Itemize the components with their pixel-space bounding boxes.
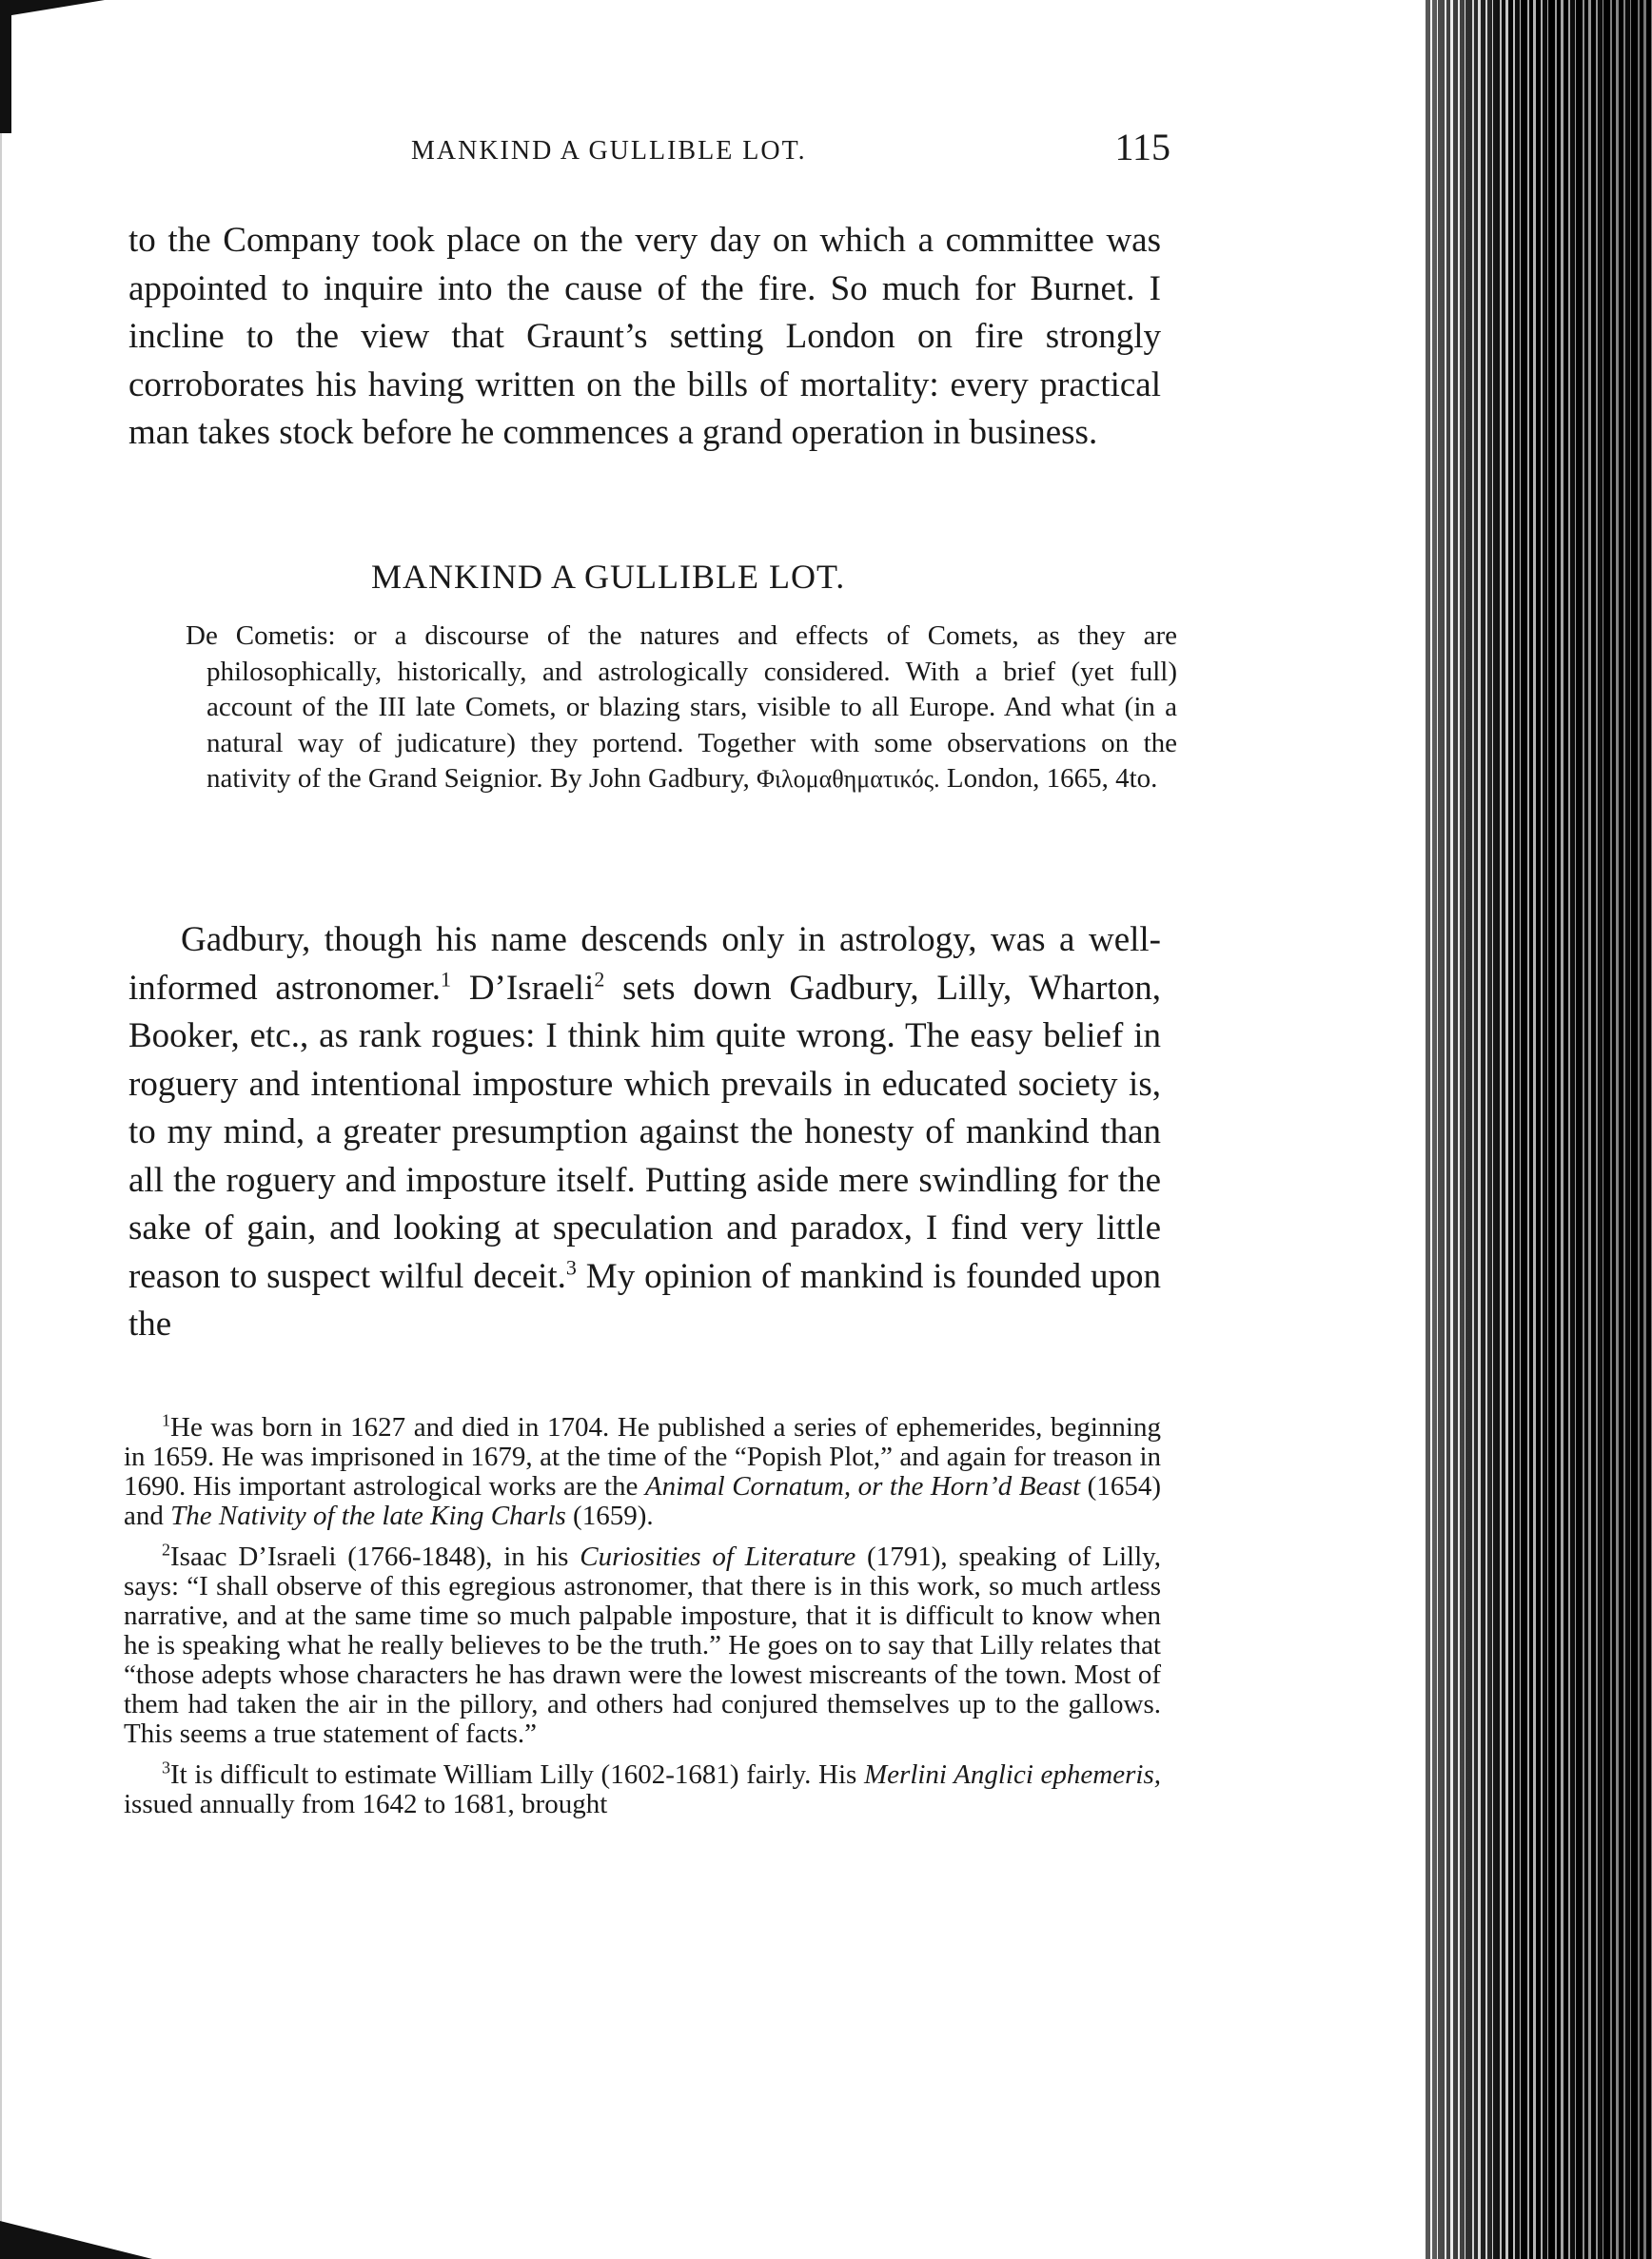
footnote-3 — [124, 1760, 1161, 1819]
footnote-2 — [124, 1542, 1161, 1749]
footnote-text: (1659). — [565, 1501, 654, 1531]
bibliography-greek-epithet: Φιλομαθηματικός. — [757, 765, 940, 793]
running-head-title: MANKIND A GULLIBLE LOT. — [411, 136, 807, 166]
footnote-mark: 3 — [162, 1758, 170, 1778]
footnote-mark: 1 — [162, 1410, 170, 1430]
footnote-text: (1791), speaking of Lilly, says: “I shall observe of this egregious astronomer, that there is in this work, so much artless narrative, and at the same time so much palpable imposture, that it is difficult to know when he is speaking what he really believes to be the truth.” He goes on to say that Lilly relates that “those adepts whose characters he has drawn were the lowest miscreants of the town. Most of them had taken the air in the pillory, and others had conjured themselves up to the gallows. This seems a true statement of facts.” — [124, 1542, 1161, 1749]
paragraph-gadbury — [128, 916, 1161, 1349]
footnote-title: Animal Cornatum, or the Horn’d Beast — [644, 1471, 1081, 1502]
paragraph-text: My opinion of mankind is founded upon the — [128, 1256, 1161, 1344]
page-number: 115 — [1114, 126, 1170, 168]
footnote-text: Isaac D’Israeli (1766-1848), in his — [170, 1542, 580, 1572]
footnote-text: issued annually from 1642 to 1681, brought — [124, 1789, 608, 1819]
bibliography-entry — [186, 619, 1177, 797]
footnote-title: Curiosities of Literature — [580, 1542, 856, 1572]
footnote-title: The Nativity of the late King Charls — [170, 1501, 566, 1531]
footnote-title: Merlini Anglici ephemeris, — [864, 1759, 1161, 1790]
paragraph-continued: to the Company took place on the very day on which a committee was appointed to inquire into the cause of the fire. So much for Burnet. I incline to the view that Graunt’s setting London on fire strongly corroborates his having written on the bills of mortality: every practical man takes stock before he commences a grand operation in business. — [128, 221, 1161, 452]
page-corner-shadow-top — [0, 0, 105, 17]
paragraph-text: D’Israeli — [451, 968, 595, 1008]
footnote-text: He was born in 1627 and died in 1704. He published a series of ephemerides, beginning in 1659. He was imprisoned in 1679, at the time of the “Popish Plot,” and again for treason in 1690. His important astrological works are the — [124, 1412, 1161, 1502]
bibliography-imprint: London, 1665, 4to. — [946, 763, 1158, 794]
page-edge-shadow-top-left — [0, 0, 11, 133]
footnote-ref-1: 1 — [441, 967, 452, 992]
footnotes — [124, 1410, 1162, 1831]
page-left-edge — [0, 133, 2, 2227]
section-heading: MANKIND A GULLIBLE LOT. — [371, 558, 846, 596]
footnote-1 — [124, 1410, 1162, 1531]
paragraph-text: Gadbury, though his name descends only in astrology, was a well-informed astronomer. — [128, 920, 1161, 1008]
footnote-ref-2: 2 — [594, 967, 605, 992]
paragraph-text: sets down Gadbury, Lilly, Wharton, Booker, etc., as rank rogues: I think him quite wrong. The easy belief in roguery and intentional imposture which prevails in educated society is, to my mind, a greater presumption against the honesty of mankind than all the roguery and imposture itself. Putting aside mere swindling for the sake of gain, and looking at speculation and paradox, I find very little reason to suspect wilful deceit. — [128, 968, 1161, 1296]
page-corner-shadow-bottom — [0, 2221, 152, 2259]
footnote-mark: 2 — [162, 1540, 170, 1560]
footnote-text: (1654) and — [124, 1471, 1162, 1531]
footnote-ref-3: 3 — [565, 1255, 577, 1280]
footnote-text: It is difficult to estimate William Lilly (1602-1681) fairly. His — [170, 1759, 864, 1790]
book-spine-shade — [1426, 0, 1652, 2259]
bibliography-text: De Cometis: or a discourse of the natures and effects of Comets, as they are philosophically, historically, and astrologically considered. With a brief (yet full) account of the III late Comets, or blazing stars, visible to all Europe. And what (in a natural way of judicature) they portend. Together with some observations on the nativity of the Grand Seignior. By John Gadbury, — [186, 620, 1177, 794]
